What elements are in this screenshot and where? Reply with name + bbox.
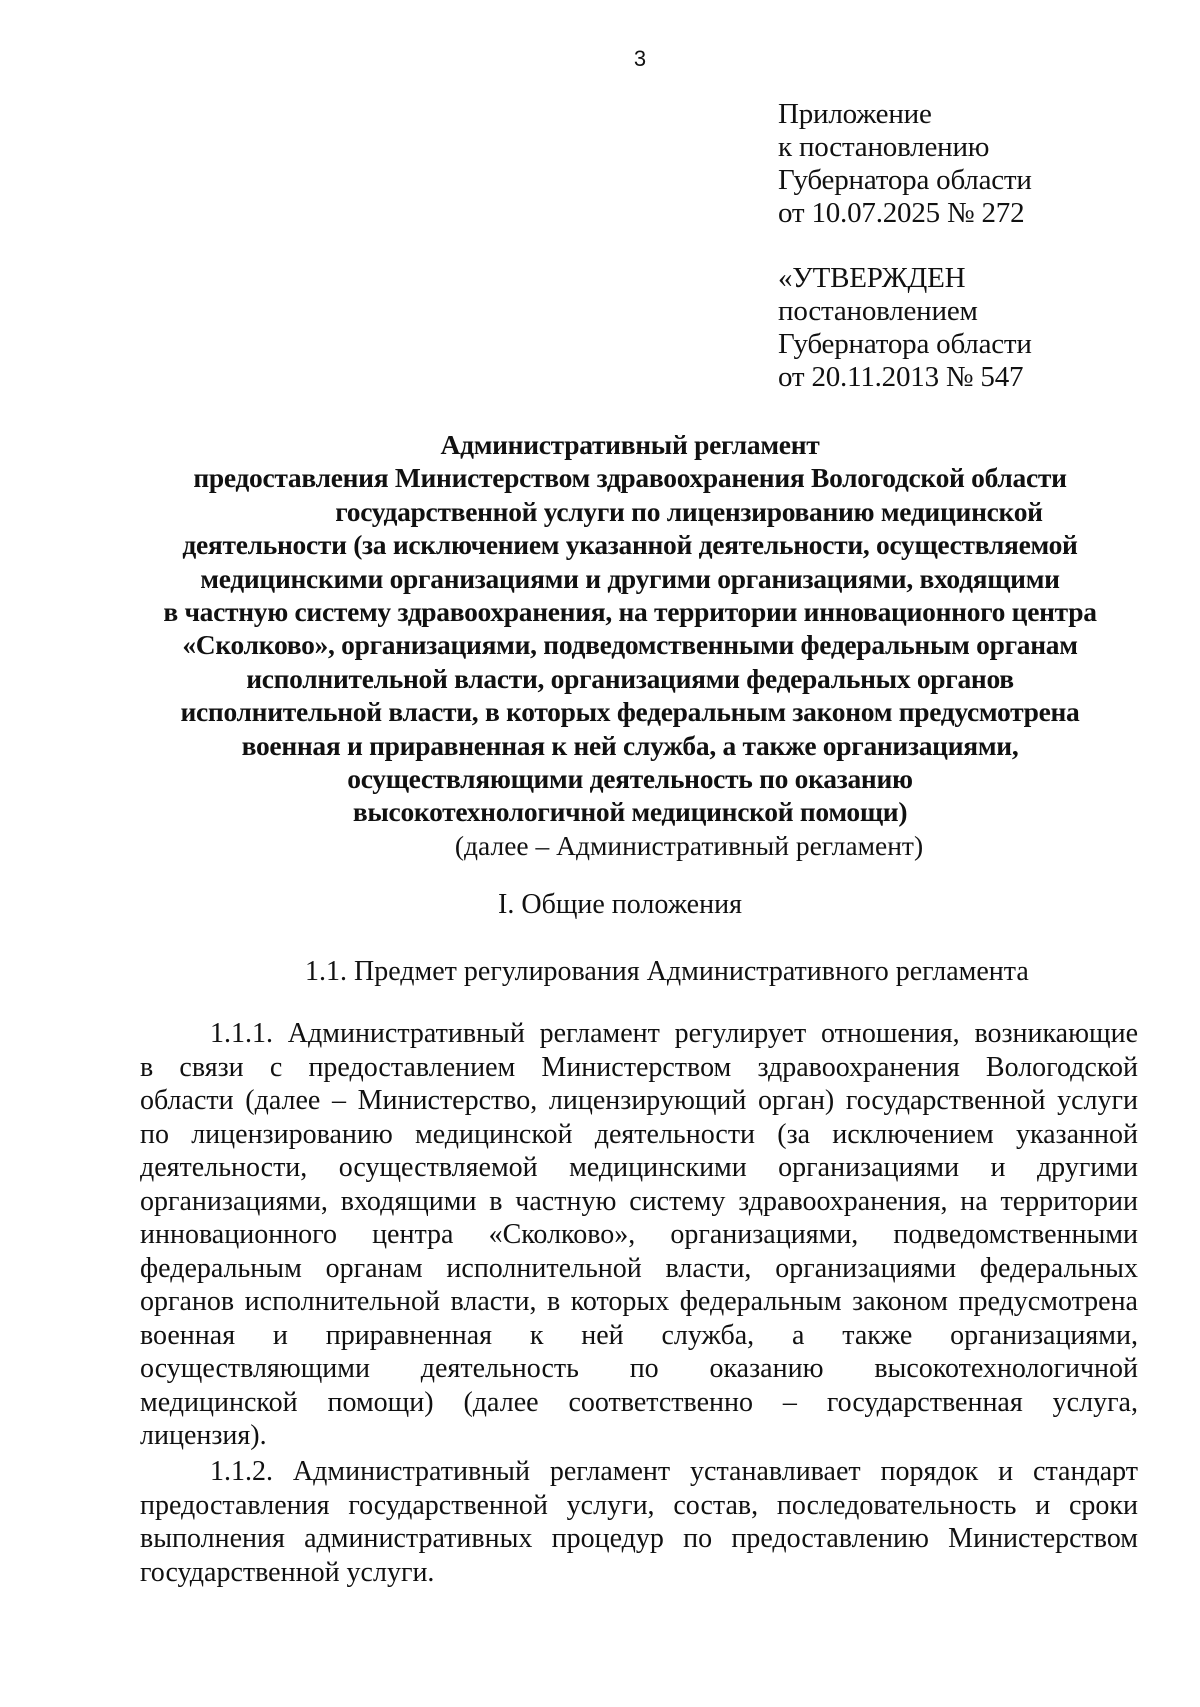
paragraph-1-1-2 (140, 1455, 1138, 1589)
paragraph-line: федеральным органам исполнительной власти, организациями федеральных (140, 1252, 1138, 1284)
approved-line: постановлением (778, 295, 978, 327)
paragraph-line: осуществляющими деятельность по оказанию высокотехнологичной (140, 1353, 1138, 1384)
title-line: в частную систему здравоохранения, на территории инновационного центра (163, 596, 1097, 628)
paragraph-line: области (далее – Министерство, лицензирующий орган) государственной услуги (140, 1085, 1138, 1116)
title-line: исполнительной власти, организациями федеральных органов (246, 662, 1014, 694)
paragraph-line: предоставления государственной услуги, состав, последовательность и сроки (140, 1489, 1138, 1521)
title-line: деятельности (за исключением указанной деятельности, осуществляемой (182, 529, 1078, 561)
paragraph-1-1-1 (140, 1017, 1138, 1453)
paragraph-line: в связи с предоставлением Министерством здравоохранения Вологодской (140, 1051, 1138, 1083)
title-abbreviation: (далее – Административный регламент) (454, 829, 924, 861)
paragraph-line: 1.1.2. Административный регламент устанавливает порядок и стандарт (210, 1456, 1138, 1487)
paragraph-line: государственной услуги. (140, 1556, 435, 1588)
title-line: предоставления Министерством здравоохранения Вологодской области (193, 462, 1067, 494)
approved-line: Губернатора области (778, 328, 1032, 360)
paragraph-line: органов исполнительной власти, в которых федеральным законом предусмотрена (140, 1286, 1138, 1317)
title-line: «Сколково», организациями, подведомственными федеральным органам (182, 629, 1078, 661)
section-heading: I. Общие положения (498, 889, 742, 920)
paragraph-line: 1.1.1. Административный регламент регулирует отношения, возникающие (210, 1018, 1138, 1049)
approved-block (778, 262, 1198, 394)
appendix-line: Приложение (778, 98, 932, 130)
title-line: высокотехнологичной медицинской помощи) (352, 796, 908, 828)
subsection-heading: 1.1. Предмет регулирования Административного регламента (305, 956, 1029, 987)
paragraph-line: по лицензированию медицинской деятельности (за исключением указанной (140, 1118, 1138, 1150)
appendix-line: от 10.07.2025 № 272 (778, 197, 1025, 229)
page-number: 3 (633, 46, 647, 71)
appendix-line: Губернатора области (778, 164, 1032, 196)
title-line: Административный регламент (440, 429, 820, 460)
paragraph-line: выполнения административных процедур по предоставлению Министерством (140, 1523, 1138, 1554)
paragraph-line: организациями, входящими в частную систему здравоохранения, на территории (140, 1185, 1138, 1217)
title-line: исполнительной власти, в которых федеральным законом предусмотрена (180, 696, 1080, 728)
paragraph-line: лицензия). (140, 1420, 267, 1451)
paragraph-line: медицинской помощи) (далее соответственно – государственная услуга, (140, 1386, 1138, 1418)
title-line: осуществляющими деятельность по оказанию (347, 763, 913, 795)
paragraph-line: деятельности, осуществляемой медицинскими организациями и другими (140, 1152, 1138, 1183)
appendix-line: к постановлению (778, 131, 990, 163)
title-line: военная и приравненная к ней служба, а также организациями, (241, 729, 1019, 761)
paragraph-line: инновационного центра «Сколково», организациями, подведомственными (140, 1219, 1138, 1250)
approved-line: «УТВЕРЖДЕН (778, 262, 966, 294)
appendix-block (778, 98, 1198, 230)
title-line: медицинскими организациями и другими организациями, входящими (200, 562, 1060, 594)
document-title (130, 428, 1130, 862)
approved-line: от 20.11.2013 № 547 (778, 361, 1024, 393)
paragraph-line: военная и приравненная к ней служба, а также организациями, (140, 1319, 1138, 1351)
title-line: государственной услуги по лицензированию медицинской (335, 495, 1043, 527)
